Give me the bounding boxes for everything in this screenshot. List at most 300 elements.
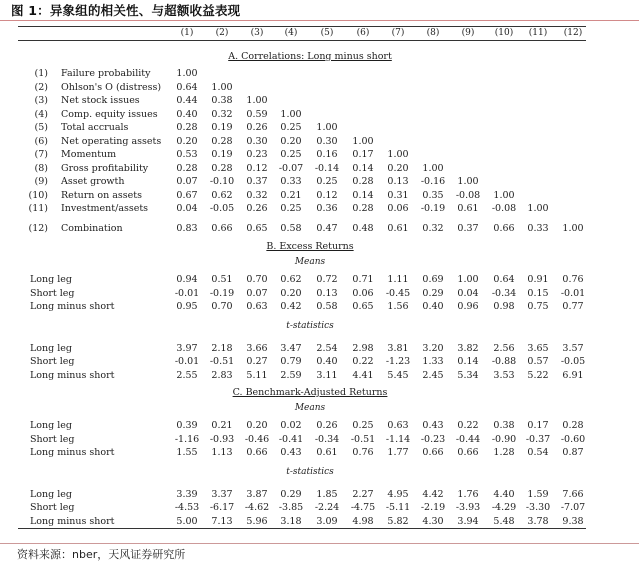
table-cell: -3.85 <box>278 502 304 513</box>
table-cell: 0.66 <box>457 447 479 458</box>
table-cell: 0.62 <box>280 274 302 285</box>
table-cell: 0.76 <box>352 447 374 458</box>
table-cell: 0.16 <box>316 149 338 160</box>
table-cell: 0.94 <box>176 274 198 285</box>
table-cell: 0.14 <box>457 356 479 367</box>
row-label: Short leg <box>30 287 75 299</box>
table-cell: 0.58 <box>316 301 338 312</box>
table-cell: 0.66 <box>422 447 444 458</box>
table-cell: 0.77 <box>562 301 584 312</box>
panel-c-title: C. Benchmark-Adjusted Returns <box>232 387 388 398</box>
table-cell: 6.91 <box>562 369 584 381</box>
table-cell: 0.64 <box>493 274 515 285</box>
table-cell: -0.07 <box>278 162 304 174</box>
means-row <box>0 288 639 300</box>
table-cell: 0.12 <box>246 162 268 174</box>
column-header: (4) <box>284 28 298 38</box>
row-number: (2) <box>34 81 48 93</box>
table-cell: 0.28 <box>562 420 584 431</box>
table-cell: 1.56 <box>387 301 409 312</box>
tstat-row <box>0 370 639 382</box>
table-cell: -0.41 <box>278 433 304 445</box>
table-cell: 2.55 <box>176 369 198 381</box>
table-cell: 3.18 <box>280 515 302 527</box>
table-cell: -0.93 <box>209 433 235 445</box>
table-cell: 3.65 <box>527 342 549 354</box>
table-cell: 3.39 <box>176 488 198 500</box>
table-cell: 0.30 <box>316 135 338 147</box>
table-cell: 3.78 <box>527 515 549 527</box>
tstat-row <box>0 356 639 368</box>
table-cell: 0.83 <box>176 222 198 234</box>
table-cell: 0.37 <box>246 176 268 187</box>
table-cell: 0.43 <box>422 420 444 431</box>
correlation-row <box>0 176 639 188</box>
row-number: (8) <box>34 162 48 174</box>
row-label: Gross profitability <box>61 162 149 174</box>
table-cell: 0.25 <box>280 203 302 214</box>
table-cell: 0.28 <box>211 162 233 174</box>
table-cell: 4.95 <box>387 488 409 500</box>
row-label: Combination <box>61 222 123 234</box>
table-cell: 3.57 <box>562 342 584 354</box>
table-cell: -0.19 <box>209 287 235 299</box>
table-cell: 3.82 <box>457 342 479 354</box>
table-cell: 3.11 <box>316 369 338 381</box>
table-cell: -0.16 <box>420 176 446 187</box>
tstats-subhead: t-statistics <box>286 320 334 331</box>
table-cell: -0.37 <box>525 433 551 445</box>
table-cell: 3.66 <box>246 342 268 354</box>
table-cell: 0.39 <box>176 420 198 431</box>
table-cell: 0.72 <box>316 274 338 285</box>
table-cell: 1.00 <box>457 176 479 187</box>
correlation-row <box>0 68 639 80</box>
row-number: (3) <box>34 95 48 106</box>
combination-row <box>0 223 639 235</box>
table-cell: 0.32 <box>246 189 268 201</box>
table-cell: -4.62 <box>244 502 270 513</box>
table-cell: -0.60 <box>560 433 586 445</box>
table-cell: 0.87 <box>562 447 584 458</box>
row-label: Comp. equity issues <box>61 108 158 120</box>
table-cell: 0.44 <box>176 95 198 106</box>
table-cell: 0.40 <box>422 301 444 312</box>
table-cell: 1.00 <box>211 81 233 93</box>
table-cell: 0.57 <box>527 356 549 367</box>
table-cell: 0.20 <box>246 420 268 431</box>
table-cell: 1.00 <box>352 135 374 147</box>
table-cell: 0.67 <box>176 189 198 201</box>
table-cell: 0.25 <box>280 122 302 133</box>
table-cell: 0.13 <box>316 287 338 299</box>
table-cell: -0.05 <box>209 203 235 214</box>
table-cell: 7.13 <box>211 515 233 527</box>
table-cell: 1.11 <box>387 274 409 285</box>
table-cell: 3.09 <box>316 515 338 527</box>
table-cell: 0.28 <box>176 122 198 133</box>
table-cell: 1.76 <box>457 488 479 500</box>
table-cell: 0.22 <box>457 420 479 431</box>
table-cell: -0.44 <box>455 433 481 445</box>
table-cell: -5.11 <box>385 502 411 513</box>
table-cell: 0.21 <box>211 420 233 431</box>
table-cell: 3.47 <box>280 342 302 354</box>
table-cell: 0.42 <box>280 301 302 312</box>
title-divider <box>0 20 639 21</box>
row-label: Investment/assets <box>61 203 149 214</box>
means-subhead: Means <box>294 403 326 413</box>
table-cell: 1.55 <box>176 447 198 458</box>
panel-a-title: A. Correlations: Long minus short <box>228 51 392 62</box>
table-cell: 0.98 <box>493 301 515 312</box>
correlation-row <box>0 203 639 215</box>
column-header: (1) <box>180 28 194 38</box>
table-cell: 3.94 <box>457 515 479 527</box>
table-cell: 0.58 <box>280 222 302 234</box>
table-bottom-rule <box>18 528 586 529</box>
table-cell: 0.63 <box>246 301 268 312</box>
table-cell: -3.30 <box>525 502 551 513</box>
row-label: Long leg <box>30 342 72 354</box>
table-cell: 2.59 <box>280 369 302 381</box>
row-label: Momentum <box>61 149 117 160</box>
table-cell: -1.16 <box>174 433 200 445</box>
table-cell: 5.45 <box>387 369 409 381</box>
table-cell: 0.96 <box>457 301 479 312</box>
table-cell: 0.25 <box>280 149 302 160</box>
table-cell: 0.23 <box>246 149 268 160</box>
column-header: (10) <box>494 28 514 38</box>
means-row <box>0 420 639 432</box>
table-cell: 3.53 <box>493 369 515 381</box>
table-cell: 4.30 <box>422 515 444 527</box>
table-cell: 1.00 <box>176 68 198 79</box>
table-cell: 1.00 <box>493 189 515 201</box>
table-cell: 0.26 <box>246 203 268 214</box>
table-cell: 0.53 <box>176 149 198 160</box>
table-cell: 1.00 <box>457 274 479 285</box>
table-cell: -0.23 <box>420 433 446 445</box>
column-header: (2) <box>215 28 229 38</box>
row-label: Long minus short <box>30 301 115 312</box>
table-cell: -0.08 <box>455 189 481 201</box>
row-label: Asset growth <box>61 176 125 187</box>
table-top-rule <box>18 26 586 27</box>
table-cell: 0.48 <box>352 222 374 234</box>
table-cell: 1.28 <box>493 447 515 458</box>
table-cell: 5.82 <box>387 515 409 527</box>
table-cell: 2.27 <box>352 488 374 500</box>
row-label: Long leg <box>30 488 72 500</box>
row-label: Long minus short <box>30 515 115 527</box>
correlation-row <box>0 149 639 161</box>
table-cell: 0.40 <box>316 356 338 367</box>
table-cell: 0.61 <box>457 203 479 214</box>
table-cell: 0.63 <box>387 420 409 431</box>
panel-b-title: B. Excess Returns <box>266 241 354 252</box>
row-label: Short leg <box>30 502 75 513</box>
table-cell: 0.30 <box>246 135 268 147</box>
table-cell: 0.59 <box>246 108 268 120</box>
table-cell: -0.45 <box>385 287 411 299</box>
table-cell: 0.17 <box>352 149 374 160</box>
table-cell: 0.13 <box>387 176 409 187</box>
table-cell: -1.23 <box>385 356 411 367</box>
table-cell: 3.81 <box>387 342 409 354</box>
tstat-row <box>0 489 639 501</box>
tstat-row <box>0 502 639 514</box>
table-cell: -7.07 <box>560 502 586 513</box>
table-cell: 0.66 <box>211 222 233 234</box>
table-cell: 0.79 <box>280 356 302 367</box>
table-cell: 0.07 <box>246 287 268 299</box>
table-cell: 0.17 <box>527 420 549 431</box>
table-cell: 4.40 <box>493 488 515 500</box>
table-cell: 0.20 <box>280 287 302 299</box>
table-cell: 1.00 <box>562 222 584 234</box>
table-cell: -0.19 <box>420 203 446 214</box>
table-cell: 9.38 <box>562 515 584 527</box>
table-cell: 0.65 <box>246 222 268 234</box>
row-number: (1) <box>34 68 48 79</box>
row-label: Net stock issues <box>61 95 140 106</box>
table-cell: 0.21 <box>280 189 302 201</box>
table-cell: 1.00 <box>527 203 549 214</box>
table-cell: -0.08 <box>491 203 517 214</box>
row-label: Return on assets <box>61 189 142 201</box>
table-cell: -6.17 <box>209 502 235 513</box>
table-cell: 0.27 <box>246 356 268 367</box>
table-cell: 0.29 <box>280 488 302 500</box>
table-cell: 0.26 <box>246 122 268 133</box>
table-cell: 2.54 <box>316 342 338 354</box>
figure-title: 图 1：异象组的相关性、与超额收益表现 <box>11 3 241 18</box>
table-cell: 5.34 <box>457 369 479 381</box>
row-number: (9) <box>34 176 48 187</box>
table-cell: 0.20 <box>176 135 198 147</box>
table-cell: -0.34 <box>491 287 517 299</box>
table-cell: 0.71 <box>352 274 374 285</box>
table-cell: 1.00 <box>316 122 338 133</box>
table-cell: 0.47 <box>316 222 338 234</box>
table-cell: 0.64 <box>176 81 198 93</box>
table-cell: 1.00 <box>246 95 268 106</box>
table-cell: 0.28 <box>352 176 374 187</box>
table-cell: 0.04 <box>176 203 198 214</box>
table-cell: 7.66 <box>562 488 584 500</box>
table-cell: 0.75 <box>527 301 549 312</box>
table-cell: 0.28 <box>352 203 374 214</box>
row-label: Short leg <box>30 433 75 445</box>
table-cell: 0.36 <box>316 203 338 214</box>
table-cell: 0.28 <box>176 162 198 174</box>
table-cell: 0.15 <box>527 287 549 299</box>
table-cell: -0.88 <box>491 356 517 367</box>
table-cell: 0.19 <box>211 149 233 160</box>
table-cell: 0.19 <box>211 122 233 133</box>
table-cell: 3.20 <box>422 342 444 354</box>
table-cell: 3.87 <box>246 488 268 500</box>
table-cell: 2.45 <box>422 369 444 381</box>
table-cell: 0.26 <box>316 420 338 431</box>
row-number: (5) <box>34 122 48 133</box>
table-cell: 0.29 <box>422 287 444 299</box>
table-cell: -4.53 <box>174 502 200 513</box>
table-cell: -4.75 <box>350 502 376 513</box>
row-label: Long leg <box>30 420 72 431</box>
table-cell: 1.00 <box>422 162 444 174</box>
table-cell: -0.01 <box>174 287 200 299</box>
table-cell: 0.14 <box>352 189 374 201</box>
table-cell: -0.14 <box>314 162 340 174</box>
table-cell: 0.06 <box>352 287 374 299</box>
table-cell: 0.35 <box>422 189 444 201</box>
column-header: (9) <box>461 28 475 38</box>
table-cell: 2.18 <box>211 342 233 354</box>
correlation-row <box>0 136 639 148</box>
table-cell: 1.77 <box>387 447 409 458</box>
tstat-row <box>0 343 639 355</box>
table-cell: -0.05 <box>560 356 586 367</box>
row-label: Long minus short <box>30 369 115 381</box>
table-cell: -0.10 <box>209 176 235 187</box>
column-header: (7) <box>391 28 405 38</box>
table-cell: -0.51 <box>209 356 235 367</box>
table-cell: 0.66 <box>246 447 268 458</box>
table-cell: 0.51 <box>211 274 233 285</box>
table-cell: 0.91 <box>527 274 549 285</box>
table-cell: 0.22 <box>352 356 374 367</box>
table-cell: 5.11 <box>246 369 268 381</box>
table-cell: 0.25 <box>352 420 374 431</box>
means-row <box>0 301 639 313</box>
row-label: Failure probability <box>61 68 151 79</box>
row-number: (7) <box>34 149 48 160</box>
table-cell: -0.01 <box>174 356 200 367</box>
correlation-row <box>0 190 639 202</box>
source-footer: 资料来源：nber，天风证券研究所 <box>17 548 186 561</box>
means-subhead: Means <box>294 257 326 267</box>
correlation-row <box>0 163 639 175</box>
column-header: (5) <box>320 28 334 38</box>
table-cell: 0.33 <box>280 176 302 187</box>
table-cell: 0.40 <box>176 108 198 120</box>
table-cell: 0.61 <box>316 447 338 458</box>
table-cell: -0.46 <box>244 433 270 445</box>
table-cell: -4.29 <box>491 502 517 513</box>
column-header-row <box>0 28 639 40</box>
table-cell: 0.33 <box>527 222 549 234</box>
table-cell: 0.32 <box>422 222 444 234</box>
tstat-row <box>0 516 639 528</box>
table-cell: -0.34 <box>314 433 340 445</box>
table-cell: 4.98 <box>352 515 374 527</box>
footer-divider <box>0 543 639 544</box>
table-cell: 0.25 <box>316 176 338 187</box>
row-label: Total accruals <box>61 122 129 133</box>
table-cell: 0.95 <box>176 301 198 312</box>
table-cell: 1.59 <box>527 488 549 500</box>
row-label: Long leg <box>30 274 72 285</box>
table-cell: 0.69 <box>422 274 444 285</box>
row-label: Ohlson's O (distress) <box>61 81 162 93</box>
table-cell: 1.00 <box>280 108 302 120</box>
table-cell: 4.42 <box>422 488 444 500</box>
table-cell: 0.61 <box>387 222 409 234</box>
table-cell: 5.48 <box>493 515 515 527</box>
table-cell: 1.13 <box>211 447 233 458</box>
row-number: (4) <box>34 108 48 120</box>
table-cell: 2.83 <box>211 369 233 381</box>
table-cell: 0.37 <box>457 222 479 234</box>
column-header: (8) <box>426 28 440 38</box>
table-cell: -2.24 <box>314 502 340 513</box>
table-cell: 5.22 <box>527 369 549 381</box>
row-number: (10) <box>28 189 48 201</box>
table-cell: -1.14 <box>385 433 411 445</box>
table-cell: 0.62 <box>211 189 233 201</box>
table-cell: 0.02 <box>280 420 302 431</box>
table-cell: 1.33 <box>422 356 444 367</box>
table-cell: 0.54 <box>527 447 549 458</box>
means-row <box>0 434 639 446</box>
table-header-rule <box>18 40 586 41</box>
correlation-row <box>0 109 639 121</box>
row-label: Net operating assets <box>61 135 162 147</box>
table-cell: 2.98 <box>352 342 374 354</box>
table-cell: 0.65 <box>352 301 374 312</box>
table-cell: -0.51 <box>350 433 376 445</box>
means-row <box>0 274 639 286</box>
row-label: Short leg <box>30 356 75 367</box>
table-cell: 0.20 <box>280 135 302 147</box>
table-cell: 0.04 <box>457 287 479 299</box>
table-cell: -3.93 <box>455 502 481 513</box>
column-header: (12) <box>563 28 583 38</box>
column-header: (11) <box>528 28 548 38</box>
table-cell: 0.66 <box>493 222 515 234</box>
table-cell: -0.90 <box>491 433 517 445</box>
table-cell: 3.37 <box>211 488 233 500</box>
row-number: (11) <box>28 203 48 214</box>
row-label: Long minus short <box>30 447 115 458</box>
table-cell: 1.00 <box>387 149 409 160</box>
row-number: (12) <box>28 222 48 234</box>
table-cell: 2.56 <box>493 342 515 354</box>
table-cell: 0.14 <box>352 162 374 174</box>
column-header: (3) <box>250 28 264 38</box>
table-cell: 1.85 <box>316 488 338 500</box>
table-cell: 5.00 <box>176 515 198 527</box>
means-row <box>0 447 639 459</box>
table-cell: 0.43 <box>280 447 302 458</box>
correlation-row <box>0 95 639 107</box>
column-header: (6) <box>356 28 370 38</box>
table-cell: 5.96 <box>246 515 268 527</box>
table-cell: 0.12 <box>316 189 338 201</box>
table-cell: 0.70 <box>246 274 268 285</box>
table-cell: -2.19 <box>420 502 446 513</box>
table-cell: 0.32 <box>211 108 233 120</box>
table-cell: 0.20 <box>387 162 409 174</box>
table-cell: 0.70 <box>211 301 233 312</box>
table-cell: 3.97 <box>176 342 198 354</box>
correlation-row <box>0 122 639 134</box>
table-cell: 0.38 <box>211 95 233 106</box>
table-cell: 0.06 <box>387 203 409 214</box>
table-cell: -0.01 <box>560 287 586 299</box>
